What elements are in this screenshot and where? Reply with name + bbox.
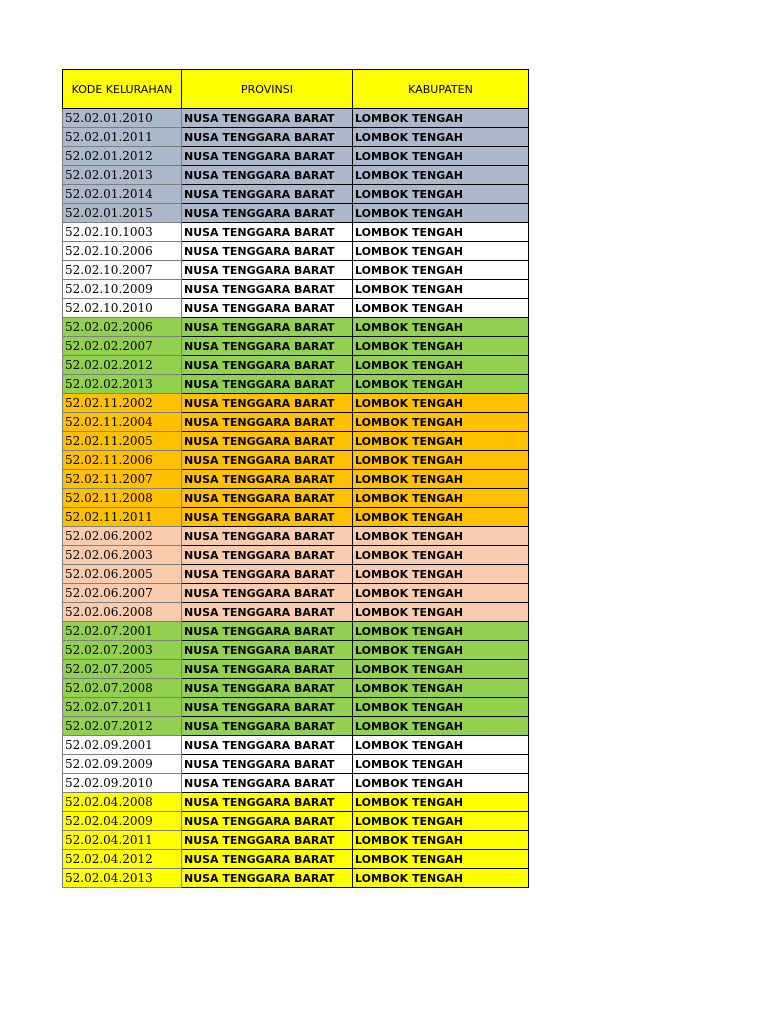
kode-kelurahan-cell[interactable]: 52.02.11.2004 — [63, 413, 182, 432]
kabupaten-cell[interactable]: LOMBOK TENGAH — [353, 128, 529, 147]
kode-kelurahan-cell[interactable]: 52.02.09.2001 — [63, 736, 182, 755]
kode-kelurahan-cell[interactable]: 52.02.10.2009 — [63, 280, 182, 299]
table-row — [63, 869, 529, 888]
provinsi-cell[interactable]: NUSA TENGGARA BARAT — [182, 793, 353, 812]
kode-kelurahan-cell[interactable]: 52.02.11.2005 — [63, 432, 182, 451]
kode-kelurahan-cell[interactable]: 52.02.10.2007 — [63, 261, 182, 280]
kode-kelurahan-cell[interactable]: 52.02.07.2005 — [63, 660, 182, 679]
kode-kelurahan-cell[interactable]: 52.02.07.2001 — [63, 622, 182, 641]
kabupaten-cell[interactable]: LOMBOK TENGAH — [353, 793, 529, 812]
provinsi-cell[interactable]: NUSA TENGGARA BARAT — [182, 812, 353, 831]
table-header — [63, 70, 529, 109]
kode-kelurahan-cell[interactable]: 52.02.07.2012 — [63, 717, 182, 736]
table-row — [63, 223, 529, 242]
kabupaten-cell[interactable]: LOMBOK TENGAH — [353, 622, 529, 641]
kabupaten-cell[interactable]: LOMBOK TENGAH — [353, 242, 529, 261]
provinsi-cell[interactable]: NUSA TENGGARA BARAT — [182, 717, 353, 736]
table-row — [63, 451, 529, 470]
provinsi-cell[interactable]: NUSA TENGGARA BARAT — [182, 299, 353, 318]
kabupaten-cell[interactable]: LOMBOK TENGAH — [353, 641, 529, 660]
provinsi-cell[interactable]: NUSA TENGGARA BARAT — [182, 508, 353, 527]
kabupaten-cell[interactable]: LOMBOK TENGAH — [353, 584, 529, 603]
provinsi-cell[interactable]: NUSA TENGGARA BARAT — [182, 318, 353, 337]
table-row — [63, 147, 529, 166]
provinsi-cell[interactable]: NUSA TENGGARA BARAT — [182, 755, 353, 774]
provinsi-cell[interactable]: NUSA TENGGARA BARAT — [182, 603, 353, 622]
kode-kelurahan-cell[interactable]: 52.02.02.2013 — [63, 375, 182, 394]
table-row — [63, 318, 529, 337]
kode-kelurahan-cell[interactable]: 52.02.04.2012 — [63, 850, 182, 869]
provinsi-cell[interactable]: NUSA TENGGARA BARAT — [182, 109, 353, 128]
table-row — [63, 109, 529, 128]
table-row — [63, 470, 529, 489]
table-row — [63, 185, 529, 204]
kabupaten-cell[interactable]: LOMBOK TENGAH — [353, 679, 529, 698]
table-row — [63, 128, 529, 147]
provinsi-cell[interactable]: NUSA TENGGARA BARAT — [182, 185, 353, 204]
provinsi-cell[interactable]: NUSA TENGGARA BARAT — [182, 546, 353, 565]
table-row — [63, 166, 529, 185]
kode-kelurahan-cell[interactable]: 52.02.06.2008 — [63, 603, 182, 622]
kode-kelurahan-cell[interactable]: 52.02.10.2010 — [63, 299, 182, 318]
kabupaten-cell[interactable]: LOMBOK TENGAH — [353, 850, 529, 869]
header-kabupaten[interactable]: KABUPATEN — [353, 70, 529, 109]
kabupaten-cell[interactable]: LOMBOK TENGAH — [353, 356, 529, 375]
kabupaten-cell[interactable]: LOMBOK TENGAH — [353, 660, 529, 679]
table-row — [63, 204, 529, 223]
provinsi-cell[interactable]: NUSA TENGGARA BARAT — [182, 337, 353, 356]
kode-kelurahan-cell[interactable]: 52.02.01.2010 — [63, 109, 182, 128]
kabupaten-cell[interactable]: LOMBOK TENGAH — [353, 869, 529, 888]
table-row — [63, 546, 529, 565]
kabupaten-cell[interactable]: LOMBOK TENGAH — [353, 204, 529, 223]
provinsi-cell[interactable]: NUSA TENGGARA BARAT — [182, 698, 353, 717]
header-row — [63, 70, 529, 109]
table-row — [63, 565, 529, 584]
kabupaten-cell[interactable]: LOMBOK TENGAH — [353, 299, 529, 318]
table-row — [63, 394, 529, 413]
provinsi-cell[interactable]: NUSA TENGGARA BARAT — [182, 147, 353, 166]
header-kode-kelurahan[interactable]: KODE KELURAHAN — [63, 70, 182, 109]
kabupaten-cell[interactable]: LOMBOK TENGAH — [353, 280, 529, 299]
table-row — [63, 489, 529, 508]
provinsi-cell[interactable]: NUSA TENGGARA BARAT — [182, 736, 353, 755]
kabupaten-cell[interactable]: LOMBOK TENGAH — [353, 375, 529, 394]
provinsi-cell[interactable]: NUSA TENGGARA BARAT — [182, 869, 353, 888]
kelurahan-table — [62, 69, 529, 888]
table-row — [63, 280, 529, 299]
provinsi-cell[interactable]: NUSA TENGGARA BARAT — [182, 831, 353, 850]
table-row — [63, 641, 529, 660]
kode-kelurahan-cell[interactable]: 52.02.09.2009 — [63, 755, 182, 774]
kabupaten-cell[interactable]: LOMBOK TENGAH — [353, 774, 529, 793]
provinsi-cell[interactable]: NUSA TENGGARA BARAT — [182, 850, 353, 869]
kode-kelurahan-cell[interactable]: 52.02.09.2010 — [63, 774, 182, 793]
kabupaten-cell[interactable]: LOMBOK TENGAH — [353, 451, 529, 470]
kode-kelurahan-cell[interactable]: 52.02.01.2013 — [63, 166, 182, 185]
kode-kelurahan-cell[interactable]: 52.02.06.2002 — [63, 527, 182, 546]
table-row — [63, 603, 529, 622]
provinsi-cell[interactable]: NUSA TENGGARA BARAT — [182, 242, 353, 261]
provinsi-cell[interactable]: NUSA TENGGARA BARAT — [182, 432, 353, 451]
table-body — [63, 109, 529, 888]
provinsi-cell[interactable]: NUSA TENGGARA BARAT — [182, 280, 353, 299]
kabupaten-cell[interactable]: LOMBOK TENGAH — [353, 489, 529, 508]
kode-kelurahan-cell[interactable]: 52.02.01.2011 — [63, 128, 182, 147]
kabupaten-cell[interactable]: LOMBOK TENGAH — [353, 812, 529, 831]
kode-kelurahan-cell[interactable]: 52.02.02.2006 — [63, 318, 182, 337]
kabupaten-cell[interactable]: LOMBOK TENGAH — [353, 147, 529, 166]
provinsi-cell[interactable]: NUSA TENGGARA BARAT — [182, 660, 353, 679]
kode-kelurahan-cell[interactable]: 52.02.07.2011 — [63, 698, 182, 717]
provinsi-cell[interactable]: NUSA TENGGARA BARAT — [182, 565, 353, 584]
provinsi-cell[interactable]: NUSA TENGGARA BARAT — [182, 584, 353, 603]
table-row — [63, 413, 529, 432]
provinsi-cell[interactable]: NUSA TENGGARA BARAT — [182, 356, 353, 375]
table-row — [63, 812, 529, 831]
kode-kelurahan-cell[interactable]: 52.02.07.2008 — [63, 679, 182, 698]
table-row — [63, 831, 529, 850]
spreadsheet-area — [62, 69, 528, 888]
table-row — [63, 774, 529, 793]
table-row — [63, 717, 529, 736]
table-row — [63, 527, 529, 546]
table-row — [63, 356, 529, 375]
kabupaten-cell[interactable]: LOMBOK TENGAH — [353, 109, 529, 128]
kode-kelurahan-cell[interactable]: 52.02.02.2012 — [63, 356, 182, 375]
kabupaten-cell[interactable]: LOMBOK TENGAH — [353, 223, 529, 242]
kabupaten-cell[interactable]: LOMBOK TENGAH — [353, 755, 529, 774]
kode-kelurahan-cell[interactable]: 52.02.01.2014 — [63, 185, 182, 204]
kabupaten-cell[interactable]: LOMBOK TENGAH — [353, 394, 529, 413]
kode-kelurahan-cell[interactable]: 52.02.11.2007 — [63, 470, 182, 489]
table-row — [63, 755, 529, 774]
kabupaten-cell[interactable]: LOMBOK TENGAH — [353, 508, 529, 527]
table-row — [63, 698, 529, 717]
kabupaten-cell[interactable]: LOMBOK TENGAH — [353, 185, 529, 204]
provinsi-cell[interactable]: NUSA TENGGARA BARAT — [182, 166, 353, 185]
provinsi-cell[interactable]: NUSA TENGGARA BARAT — [182, 223, 353, 242]
kode-kelurahan-cell[interactable]: 52.02.01.2015 — [63, 204, 182, 223]
table-row — [63, 622, 529, 641]
provinsi-cell[interactable]: NUSA TENGGARA BARAT — [182, 774, 353, 793]
table-row — [63, 679, 529, 698]
kabupaten-cell[interactable]: LOMBOK TENGAH — [353, 261, 529, 280]
provinsi-cell[interactable]: NUSA TENGGARA BARAT — [182, 413, 353, 432]
provinsi-cell[interactable]: NUSA TENGGARA BARAT — [182, 394, 353, 413]
kode-kelurahan-cell[interactable]: 52.02.06.2007 — [63, 584, 182, 603]
kabupaten-cell[interactable]: LOMBOK TENGAH — [353, 603, 529, 622]
kode-kelurahan-cell[interactable]: 52.02.02.2007 — [63, 337, 182, 356]
kabupaten-cell[interactable]: LOMBOK TENGAH — [353, 717, 529, 736]
kode-kelurahan-cell[interactable]: 52.02.06.2003 — [63, 546, 182, 565]
kabupaten-cell[interactable]: LOMBOK TENGAH — [353, 337, 529, 356]
table-row — [63, 660, 529, 679]
kabupaten-cell[interactable]: LOMBOK TENGAH — [353, 565, 529, 584]
kode-kelurahan-cell[interactable]: 52.02.11.2002 — [63, 394, 182, 413]
table-row — [63, 850, 529, 869]
provinsi-cell[interactable]: NUSA TENGGARA BARAT — [182, 679, 353, 698]
table-row — [63, 584, 529, 603]
kode-kelurahan-cell[interactable]: 52.02.04.2011 — [63, 831, 182, 850]
table-row — [63, 432, 529, 451]
kabupaten-cell[interactable]: LOMBOK TENGAH — [353, 166, 529, 185]
kode-kelurahan-cell[interactable]: 52.02.07.2003 — [63, 641, 182, 660]
provinsi-cell[interactable]: NUSA TENGGARA BARAT — [182, 527, 353, 546]
kode-kelurahan-cell[interactable]: 52.02.04.2009 — [63, 812, 182, 831]
provinsi-cell[interactable]: NUSA TENGGARA BARAT — [182, 641, 353, 660]
table-row — [63, 793, 529, 812]
table-row — [63, 299, 529, 318]
kode-kelurahan-cell[interactable]: 52.02.11.2008 — [63, 489, 182, 508]
provinsi-cell[interactable]: NUSA TENGGARA BARAT — [182, 261, 353, 280]
header-provinsi[interactable]: PROVINSI — [182, 70, 353, 109]
table-row — [63, 736, 529, 755]
kabupaten-cell[interactable]: LOMBOK TENGAH — [353, 546, 529, 565]
table-row — [63, 261, 529, 280]
kode-kelurahan-cell[interactable]: 52.02.11.2011 — [63, 508, 182, 527]
table-row — [63, 508, 529, 527]
kabupaten-cell[interactable]: LOMBOK TENGAH — [353, 831, 529, 850]
kabupaten-cell[interactable]: LOMBOK TENGAH — [353, 470, 529, 489]
provinsi-cell[interactable]: NUSA TENGGARA BARAT — [182, 622, 353, 641]
provinsi-cell[interactable]: NUSA TENGGARA BARAT — [182, 451, 353, 470]
provinsi-cell[interactable]: NUSA TENGGARA BARAT — [182, 128, 353, 147]
kabupaten-cell[interactable]: LOMBOK TENGAH — [353, 413, 529, 432]
table-row — [63, 242, 529, 261]
provinsi-cell[interactable]: NUSA TENGGARA BARAT — [182, 204, 353, 223]
kode-kelurahan-cell[interactable]: 52.02.11.2006 — [63, 451, 182, 470]
kode-kelurahan-cell[interactable]: 52.02.10.1003 — [63, 223, 182, 242]
provinsi-cell[interactable]: NUSA TENGGARA BARAT — [182, 375, 353, 394]
kode-kelurahan-cell[interactable]: 52.02.01.2012 — [63, 147, 182, 166]
kabupaten-cell[interactable]: LOMBOK TENGAH — [353, 527, 529, 546]
kabupaten-cell[interactable]: LOMBOK TENGAH — [353, 698, 529, 717]
table-row — [63, 375, 529, 394]
kode-kelurahan-cell[interactable]: 52.02.06.2005 — [63, 565, 182, 584]
kabupaten-cell[interactable]: LOMBOK TENGAH — [353, 736, 529, 755]
provinsi-cell[interactable]: NUSA TENGGARA BARAT — [182, 489, 353, 508]
provinsi-cell[interactable]: NUSA TENGGARA BARAT — [182, 470, 353, 489]
kode-kelurahan-cell[interactable]: 52.02.10.2006 — [63, 242, 182, 261]
kode-kelurahan-cell[interactable]: 52.02.04.2013 — [63, 869, 182, 888]
kabupaten-cell[interactable]: LOMBOK TENGAH — [353, 432, 529, 451]
kode-kelurahan-cell[interactable]: 52.02.04.2008 — [63, 793, 182, 812]
table-row — [63, 337, 529, 356]
kabupaten-cell[interactable]: LOMBOK TENGAH — [353, 318, 529, 337]
